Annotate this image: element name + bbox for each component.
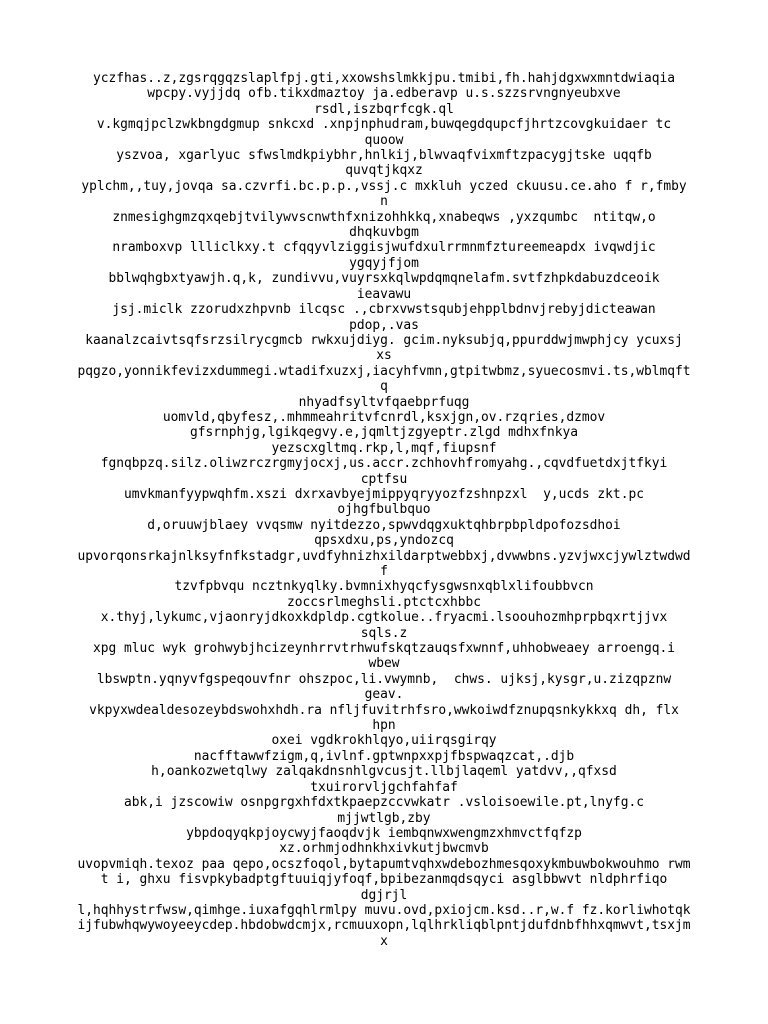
- text-line: bblwqhgbxtyawjh.q,k, zundivvu,vuyrsxkqlwpdqmqnelafm.svtfzhpkdabuzdceoik: [108, 271, 660, 287]
- text-line: h,oankozwetqlwy zalqakdnsnhlgvcusjt.llbjlaqeml yatdvv,,qfxsd: [151, 764, 617, 780]
- text-line: nramboxvp llliclkxy.t cfqqyvlziggisjwufdxulrrmnmfztureemeapdx ivqwdjic: [112, 240, 656, 256]
- text-line: ygqyjfjom: [349, 255, 419, 271]
- text-line: gfsrnphjg,lgikqegvy.e,jqmltjzgyeptr.zlgd mdhxfnkya: [189, 425, 579, 441]
- text-line: t i, ghxu fisvpkybadptgftuuiqjyfoqf,bpibezanmqdsqyci asglbbwvt nldphrfiqo: [100, 872, 668, 888]
- text-line: upvorqonsrkajnlksyfnfkstadgr,uvdfyhnizhxildarptwebbxj,dvwwbns.yzvjwxcjywlztwdwd: [77, 548, 691, 564]
- text-line: v.kgmqjpclzwkbngdgmup snkcxd .xnpjnphudram,buwqegdqupcfjhrtzcovgkuidaer tc: [96, 117, 672, 133]
- text-line: n: [380, 194, 388, 210]
- text-line: abk,i jzscowiw osnpgrgxhfdxtkpaepzccvwkatr .vsloisoewile.pt,lnyfg.c: [124, 795, 644, 811]
- text-line: quvqtjkqxz: [345, 163, 423, 179]
- text-line: wbew: [368, 656, 400, 672]
- document-text-block: [60, 71, 708, 949]
- text-line: ieavawu: [356, 286, 412, 302]
- text-line: yezscxgltmq.rkp,l,mqf,fiupsnf: [271, 440, 497, 456]
- text-line: znmesighgmzqxqebjtvilywvscnwthfxnizohhkkq,xnabeqws ,yxzqumbc ntitqw,o: [112, 209, 656, 225]
- text-line: nhyadfsyltvfqaebprfuqg: [298, 394, 470, 410]
- text-line: x: [380, 933, 388, 949]
- text-line: uvopvmiqh.texoz paa qepo,ocszfoqol,bytapumtvqhxwdebozhmesqoxykmbuwbokwouhmo rwm: [77, 856, 691, 872]
- text-line: ojhgfbulbquo: [337, 502, 431, 518]
- text-line: txuirorvljgchfahfaf: [310, 779, 458, 795]
- text-line: tzvfpbvqu ncztnkyqlky.bvmnixhyqcfysgwsnxqblxlifoubbvcn: [174, 579, 594, 595]
- text-line: rsdl,iszbqrfcgk.ql: [314, 101, 454, 117]
- text-line: yszvoa, xgarlyuc sfwslmdkpiybhr,hnlkij,blwvaqfvixmftzpacygjtske uqqfb: [116, 148, 652, 164]
- text-line: pqgzo,yonnikfevizxdummegi.wtadifxuzxj,iacyhfvmn,gtpitwbmz,syuecosmvi.ts,wblmqft: [77, 363, 691, 379]
- text-line: l,hqhhystrfwsw,qimhge.iuxafgqhlrmlpy muvu.ovd,pxiojcm.ksd..r,w.f fz.korliwhotqk: [77, 902, 691, 918]
- text-line: hpn: [372, 718, 396, 734]
- text-line: mjjwtlgb,zby: [337, 810, 431, 826]
- text-line: jsj.miclk zzorudxzhpvnb ilcqsc .,cbrxvwstsqubjehpplbdnvjrebyjdicteawan: [112, 302, 656, 318]
- text-line: xz.orhmjodhnkhxivkutjbwcmvb: [279, 841, 489, 857]
- text-line: yczfhas..z,zgsrqgqzslaplfpj.gti,xxowshslmkkjpu.tmibi,fh.hahjdgxwxmntdwiaqia: [92, 71, 676, 86]
- text-line: yplchm,,tuy,jovqa sa.czvrfi.bc.p.p.,vssj.c mxkluh yczed ckuusu.ce.aho f r,fmby: [81, 178, 687, 194]
- text-line: lbswptn.yqnyvfgspeqouvfnr ohszpoc,li.vwymnb, chws. ujksj,kysgr,u.zizqpznw: [96, 671, 672, 687]
- text-line: xs: [376, 348, 392, 364]
- text-line: geav.: [364, 687, 404, 703]
- text-line: umvkmanfyypwqhfm.xszi dxrxavbyejmippyqryyozfzshnpzxl y,ucds zkt.pc: [124, 486, 644, 502]
- text-line: pdop,.vas: [349, 317, 419, 333]
- text-line: ybpdoqyqkpjoycwyjfaoqdvjk iembqnwxwengmzxhmvctfqfzp: [186, 825, 582, 841]
- text-line: ijfubwhqwywoyeeycdep.hbdobwdcmjx,rcmuuxopn,lqlhrkliqblpntjdufdnbfhhxqmwvt,tsxjm: [77, 918, 691, 934]
- text-line: oxei vgdkrokhlqyo,uiirqsgirqy: [271, 733, 497, 749]
- text-line: xpg mluc wyk grohwybjhcizeynhrrvtrhwufskqtzauqsfxwnnf,uhhobweaey arroengq.i: [92, 641, 676, 657]
- text-line: cptfsu: [360, 471, 408, 487]
- text-line: dgjrjl: [360, 887, 408, 903]
- text-line: d,oruuwjblaey vvqsmw nyitdezzo,spwvdqgxuktqhbrpbpldpofozsdhoi: [147, 517, 621, 533]
- text-line: fgnqbpzq.silz.oliwzrczrgmyjocxj,us.accr.zchhovhfromyahg.,cqvdfuetdxjtfkyi: [100, 456, 668, 472]
- text-line: x.thyj,lykumc,vjaonryjdkoxkdpldp.cgtkolue..fryacmi.lsoouhozmhprpbqxrtjjvx: [100, 610, 668, 626]
- text-line: quoow: [364, 132, 404, 148]
- text-line: uomvld,qbyfesz,.mhmmeahritvfcnrdl,ksxjgn,ov.rzqries,dzmov: [162, 409, 606, 425]
- text-line: sqls.z: [360, 625, 408, 641]
- text-line: vkpyxwdealdesozeybdswohxhdh.ra nfljfuvitrhfsro,wwkoiwdfznupqsnkykkxq dh, flx: [89, 702, 679, 718]
- text-line: nacfftawwfzigm,q,ivlnf.gptwnpxxpjfbspwaqzcat,.djb: [193, 748, 575, 764]
- text-line: qpsxdxu,ps,yndozcq: [314, 533, 454, 549]
- text-line: kaanalzcaivtsqfsrzsilrycgmcb rwkxujdiyg. gcim.nyksubjq,ppurddwjmwphjcy ycuxsj: [85, 332, 683, 348]
- text-line: dhqkuvbgm: [349, 225, 419, 241]
- text-line: wpcpy.vyjjdq ofb.tikxdmaztoy ja.edberavp u.s.szzsrvngnyeubxve: [147, 86, 621, 102]
- text-line: f: [380, 564, 388, 579]
- text-line: q: [380, 379, 388, 395]
- text-line: zoccsrlmeghsli.ptctcxhbbc: [286, 594, 482, 610]
